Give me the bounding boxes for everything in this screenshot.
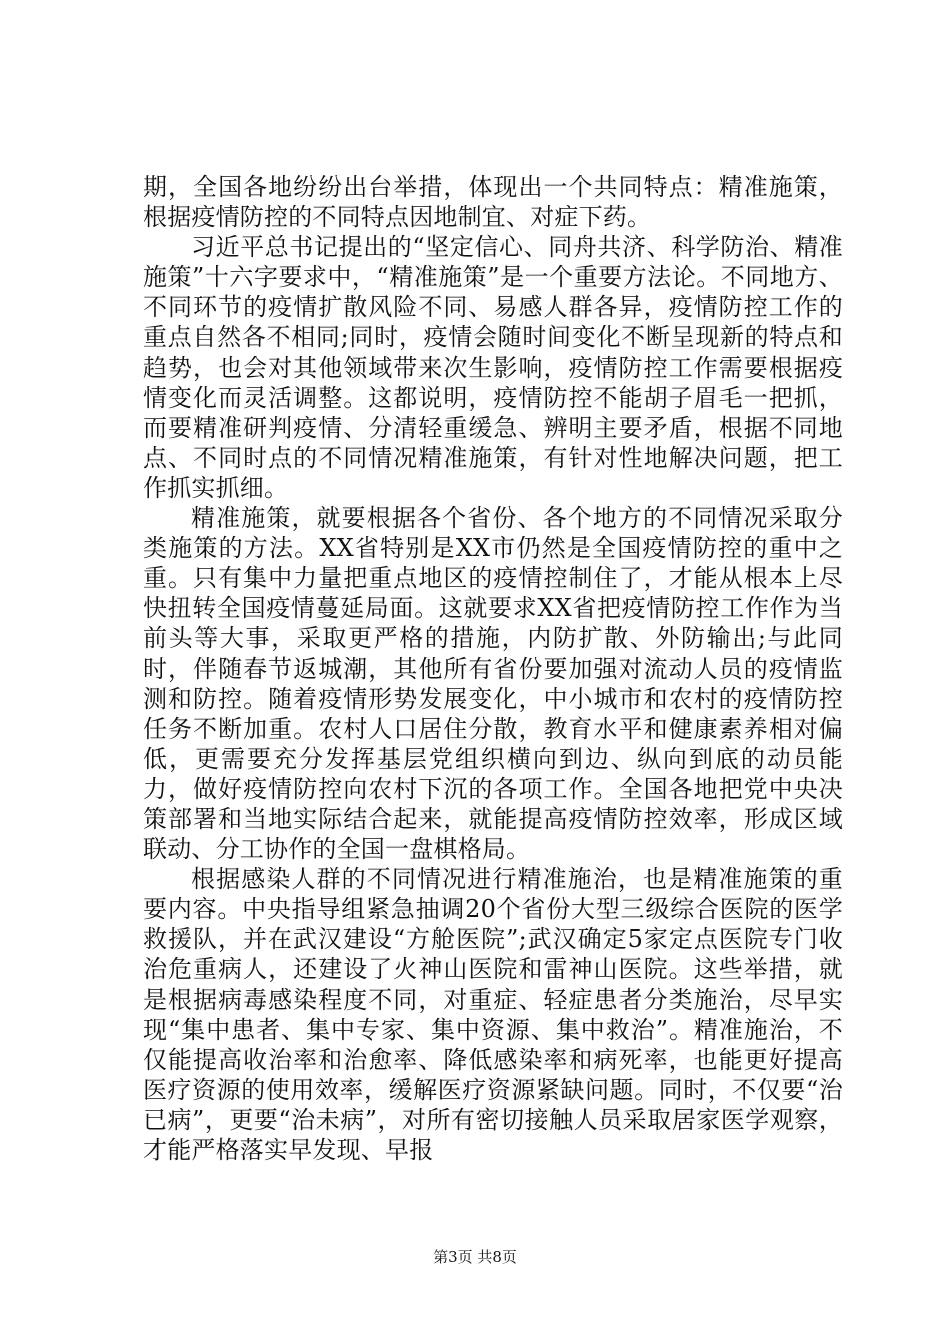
- paragraph-4: 根据感染人群的不同情况进行精准施治，也是精准施策的重要内容。中央指导组紧急抽调20个省份大型三级综合医院的医学救援队，并在武汉建设“方舱医院”;武汉确定5家定点医院专门收治危重病人，还建设了火神山医院和雷神山医院。这些举措，就是根据病毒感染程度不同，对重症、轻症患者分类施治，尽早实现“集中患者、集中专家、集中资源、集中救治”。精准施治，不仅能提高收治率和治愈率、降低感染率和病死率，也能更好提高医疗资源的使用效率，缓解医疗资源紧缺问题。同时，不仅要“治已病”，更要“治未病”，对所有密切接触人员采取居家医学观察，才能严格落实早发现、早报: [143, 865, 843, 1164]
- paragraph-3: 精准施策，就要根据各个省份、各个地方的不同情况采取分类施策的方法。XX省特别是XX市仍然是全国疫情防控的重中之重。只有集中力量把重点地区的疫情控制住了，才能从根本上尽快扭转全国疫情蔓延局面。这就要求XX省把疫情防控工作作为当前头等大事，采取更严格的措施，内防扩散、外防输出;与此同时，伴随春节返城潮，其他所有省份要加强对流动人员的疫情监测和防控。随着疫情形势发展变化，中小城市和农村的疫情防控任务不断加重。农村人口居住分散，教育水平和健康素养相对偏低，更需要充分发挥基层党组织横向到边、纵向到底的动员能力，做好疫情防控向农村下沉的各项工作。全国各地把党中央决策部署和当地实际结合起来，就能提高疫情防控效率，形成区域联动、分工协作的全国一盘棋格局。: [143, 504, 843, 864]
- page-footer: [0, 1247, 950, 1267]
- page-number: 第3页 共8页: [433, 1248, 517, 1266]
- document-body: [143, 172, 843, 1165]
- paragraph-2: 习近平总书记提出的“坚定信心、同舟共济、科学防治、精准施策”十六字要求中，“精准施策”是一个重要方法论。不同地方、不同环节的疫情扩散风险不同、易感人群各异，疫情防控工作的重点自然各不相同;同时，疫情会随时间变化不断呈现新的特点和趋势，也会对其他领域带来次生影响，疫情防控工作需要根据疫情变化而灵活调整。这都说明，疫情防控不能胡子眉毛一把抓，而要精准研判疫情、分清轻重缓急、辨明主要矛盾，根据不同地点、不同时点的不同情况精准施策，有针对性地解决问题，把工作抓实抓细。: [143, 233, 843, 502]
- paragraph-1: 期，全国各地纷纷出台举措，体现出一个共同特点：精准施策，根据疫情防控的不同特点因地制宜、对症下药。: [143, 173, 843, 232]
